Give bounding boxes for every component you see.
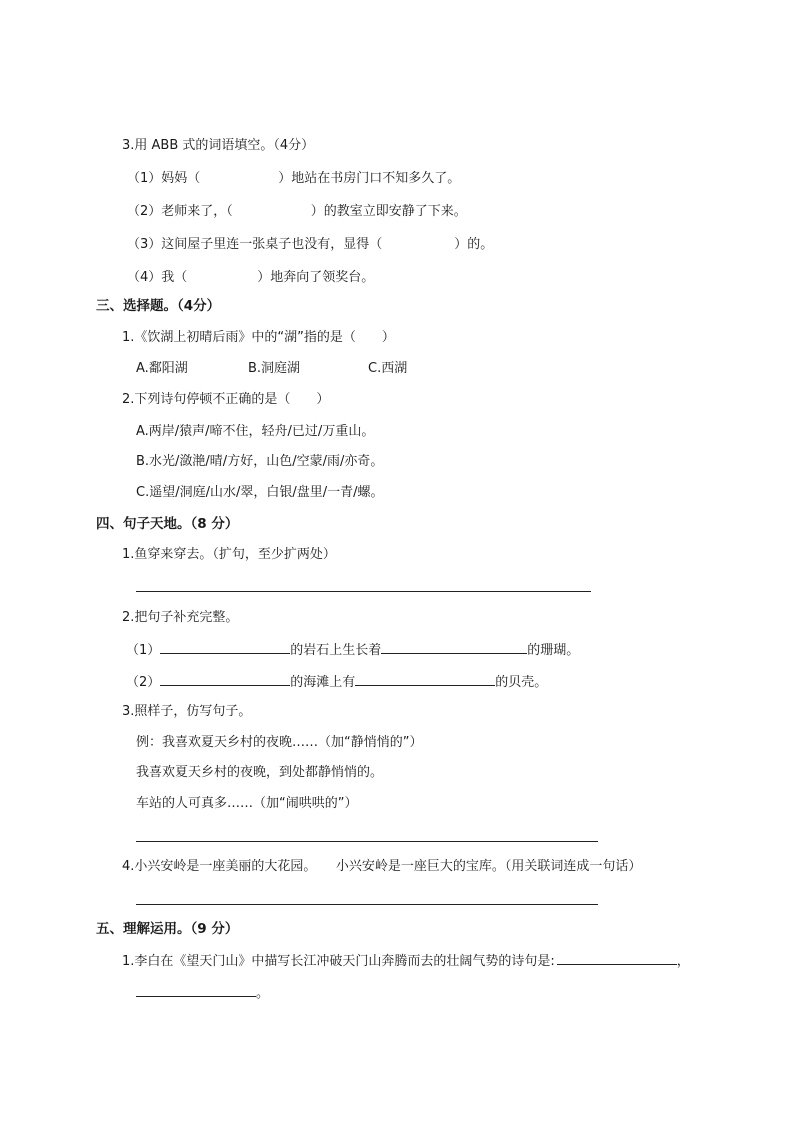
q3-item-3	[127, 235, 493, 255]
s4-q2-item-1-num: （1）	[126, 643, 161, 658]
s4-q2-item-1-end: 的珊瑚。	[527, 643, 580, 658]
s5-q1-blank-1[interactable]	[557, 950, 677, 965]
s5-q1-period: 。	[256, 986, 270, 1001]
s4-question-2: 2.把句子补充完整。	[122, 610, 239, 625]
s5-q1-line-2	[136, 982, 269, 1004]
q3-item-4-pre: （4）我（	[127, 270, 188, 285]
s5-question-1	[122, 950, 690, 972]
section-4-title: 四、句子天地。（8 分）	[96, 516, 239, 532]
s3-q2-option-a[interactable]: A.两岸/猿声/啼不住，轻舟/已过/万重山。	[136, 424, 375, 439]
s4-q3-answer-line[interactable]	[136, 841, 598, 842]
s4-q3-task: 车站的人可真多……（加“闹哄哄的”）	[136, 796, 358, 811]
question-3-title: 3.用 ABB 式的词语填空。（4分）	[122, 138, 315, 153]
s3-q1-option-b[interactable]: B.洞庭湖	[248, 361, 301, 376]
s4-q2-item-2-blank-1[interactable]	[160, 671, 290, 686]
q3-item-3-pre: （3）这间屋子里连一张桌子也没有，显得（	[127, 237, 383, 252]
section-3-title: 三、选择题。（4分）	[96, 298, 221, 314]
s5-q1-comma: ，	[676, 954, 690, 969]
q3-item-4	[127, 268, 374, 288]
s4-q2-item-2-num: （2）	[126, 675, 161, 690]
s4-q2-item-2	[126, 671, 547, 693]
s3-question-1: 1.《饮湖上初晴后雨》中的“湖”指的是（ ）	[122, 330, 395, 345]
s3-question-2: 2.下列诗句停顿不正确的是（ ）	[122, 392, 330, 407]
s5-q1-blank-2[interactable]	[136, 982, 256, 997]
q3-item-2-pre: （2）老师来了，（	[127, 204, 233, 219]
q3-item-1-pre: （1）妈妈（	[127, 171, 201, 186]
s4-q3-example-answer: 我喜欢夏天乡村的夜晚，到处都静悄悄的。	[136, 765, 384, 780]
q3-item-4-post: ）地奔向了领奖台。	[257, 270, 375, 285]
s4-q4-answer-line[interactable]	[136, 904, 598, 905]
s4-question-3: 3.照样子，仿写句子。	[122, 704, 252, 719]
q3-item-2-post: ）的教室立即安静了下来。	[310, 204, 467, 219]
s4-q2-item-1-blank-1[interactable]	[160, 639, 290, 654]
s4-question-1: 1.鱼穿来穿去。（扩句，至少扩两处）	[122, 547, 336, 562]
s4-q1-answer-line[interactable]	[136, 591, 591, 592]
q3-item-3-post: ）的。	[454, 237, 494, 252]
s5-q1-text: 1.李白在《望天门山》中描写长江冲破天门山奔腾而去的壮阔气势的诗句是:	[122, 954, 555, 969]
s3-q1-option-c[interactable]: C.西湖	[368, 361, 408, 376]
s4-q2-item-2-end: 的贝壳。	[495, 675, 548, 690]
s4-q2-item-2-mid: 的海滩上有	[290, 675, 356, 690]
s3-q1-option-a[interactable]: A.鄱阳湖	[136, 361, 188, 376]
section-5-title: 五、理解运用。（9 分）	[96, 921, 239, 937]
s4-q2-item-1	[126, 639, 579, 661]
q3-item-1-post: ）地站在书房门口不知多久了。	[278, 171, 461, 186]
s3-q2-option-c[interactable]: C.遥望/洞庭/山水/翠，白银/盘里/一青/螺。	[136, 485, 384, 500]
s4-q2-item-2-blank-2[interactable]	[355, 671, 495, 686]
q3-item-2	[127, 202, 467, 222]
s4-question-4: 4.小兴安岭是一座美丽的大花园。 小兴安岭是一座巨大的宝库。（用关联词连成一句话）	[122, 859, 642, 874]
s4-q2-item-1-blank-2[interactable]	[381, 639, 527, 654]
s4-q2-item-1-mid: 的岩石上生长着	[290, 643, 382, 658]
q3-item-1	[127, 169, 460, 189]
s3-q2-option-b[interactable]: B.水光/潋滟/晴/方好，山色/空蒙/雨/亦奇。	[136, 454, 384, 469]
s4-q3-example: 例：我喜欢夏天乡村的夜晚……（加“静悄悄的”）	[136, 735, 423, 750]
